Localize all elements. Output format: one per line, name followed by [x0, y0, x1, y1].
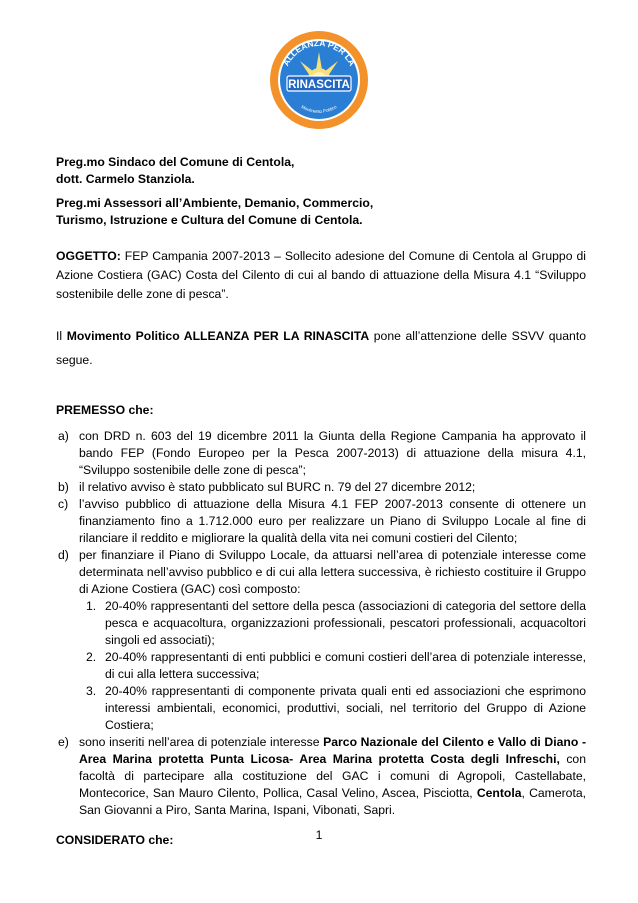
protected-areas-text: Parco Nazionale del Cilento e Vallo di Diano - Area Marina protetta Punta Licosa- Area Marina protetta Costa degli Infreschi, [79, 735, 586, 766]
addressee-mayor [56, 154, 586, 188]
sublist-item-text: 20-40% rappresentanti del settore della pesca (associazioni di categoria del settore della pesca e acquacoltura, organizzazioni professionali, pescatori professionali, acquacoltori singoli ed associati); [105, 599, 586, 647]
list-marker: b) [58, 480, 69, 494]
addressee-line: Preg.mo Sindaco del Comune di Centola, [56, 155, 295, 169]
logo-ring-text-top: ALLEANZA PER LA [280, 37, 358, 68]
addressee-line: Turismo, Istruzione e Cultura del Comune di Centola. [56, 213, 363, 227]
sublist-marker: 1. [86, 599, 97, 613]
list-item [54, 734, 586, 819]
logo-emblem [269, 30, 369, 130]
list-item [54, 428, 586, 479]
intro-pre: Il [56, 329, 67, 343]
logo-ring-text-bottom: Movimento Politico [300, 104, 338, 114]
addressee-line: dott. Carmelo Stanziola. [56, 172, 195, 186]
logo-banner-text: RINASCITA [288, 79, 350, 91]
list-item-text: con facoltà di partecipare alla costituzione del GAC i comuni di Agropoli, Castellabate, Montecorice, San Mauro Cilento, Pollica, Casal Velino, Ascea, Pisciotta, [79, 752, 586, 800]
subject-text: FEP Campania 2007-2013 – Sollecito adesione del Comune di Centola al Gruppo di Azione Costiera (GAC) Costa del Cilento di cui al bando di attuazione della Misura 4.1 “Sviluppo sostenibile delle zone di pesca”. [56, 249, 586, 301]
list-item [54, 479, 586, 496]
sublist-marker: 3. [86, 684, 97, 698]
sublist-item-text: 20-40% rappresentanti di componente privata quali enti ed associazioni che esprimono interessi ambientali, economici, produttivi, sociali, nel territorio del Gruppo di Azione Costiera; [105, 684, 586, 732]
list-item-text: con DRD n. 603 del 19 dicembre 2011 la Giunta della Regione Campania ha approvato il bando FEP (Fondo Europeo per la Pesca 2007-2013) di attuazione della misura 4.1, “Sviluppo sostenibile delle zone di pesca”; [79, 429, 586, 477]
list-item [54, 496, 586, 547]
list-item-text: sono inseriti nell’area di potenziale interesse [79, 735, 324, 749]
list-marker: c) [58, 497, 69, 511]
list-marker: e) [58, 735, 69, 749]
alleanza-rinascita-logo [269, 30, 369, 130]
list-item [54, 547, 586, 734]
subject-paragraph [56, 247, 586, 304]
intro-post: pone all’attenzione delle SSVV quanto segue. [56, 329, 586, 367]
intro-movement-name: Movimento Politico ALLEANZA PER LA RINASCITA [66, 329, 370, 343]
addressee-assessors [56, 195, 586, 229]
sublist-marker: 2. [86, 650, 97, 664]
list-marker: d) [58, 548, 69, 562]
sublist-item-text: 20-40% rappresentanti di enti pubblici e comuni costieri dell’area di potenziale interesse, di cui alla lettera successiva; [105, 650, 586, 681]
sublist-item [79, 598, 586, 649]
sublist-item [79, 649, 586, 683]
intro-paragraph [56, 324, 586, 372]
list-item-text: l’avviso pubblico di attuazione della Misura 4.1 FEP 2007-2013 consente di ottenere un finanziamento fino a 1.712.000 euro per realizzare un Piano di Sviluppo Locale al fine di rilanciare il reddito e migliorare la qualità della vita nei comuni costieri del Cilento; [79, 497, 586, 545]
considerato-heading: CONSIDERATO che: [56, 833, 174, 847]
sublist-item [79, 683, 586, 734]
letter-body [56, 154, 586, 849]
list-item-text: il relativo avviso è stato pubblicato sul BURC n. 79 del 27 dicembre 2012; [79, 480, 476, 494]
list-item-text: , Camerota, San Giovanni a Piro, Santa Marina, Ispani, Vibonati, Sapri. [79, 786, 586, 817]
page-number: 1 [315, 828, 323, 842]
premesso-list [56, 428, 586, 819]
list-item-text: per finanziare il Piano di Sviluppo Locale, da attuarsi nell’area di potenziale interesse come determinata nell’avviso pubblico e di cui alla lettera successiva, è richiesto costituire il Gruppo di Azione Costiera (GAC) così composto: [79, 548, 586, 596]
premesso-heading: PREMESSO che: [56, 403, 154, 417]
addressee-line: Preg.mi Assessori all’Ambiente, Demanio, Commercio, [56, 196, 374, 210]
list-marker: a) [58, 429, 69, 443]
composition-sublist [79, 598, 586, 734]
centola-highlight: Centola [476, 786, 522, 800]
subject-label: OGGETTO: [56, 249, 121, 263]
